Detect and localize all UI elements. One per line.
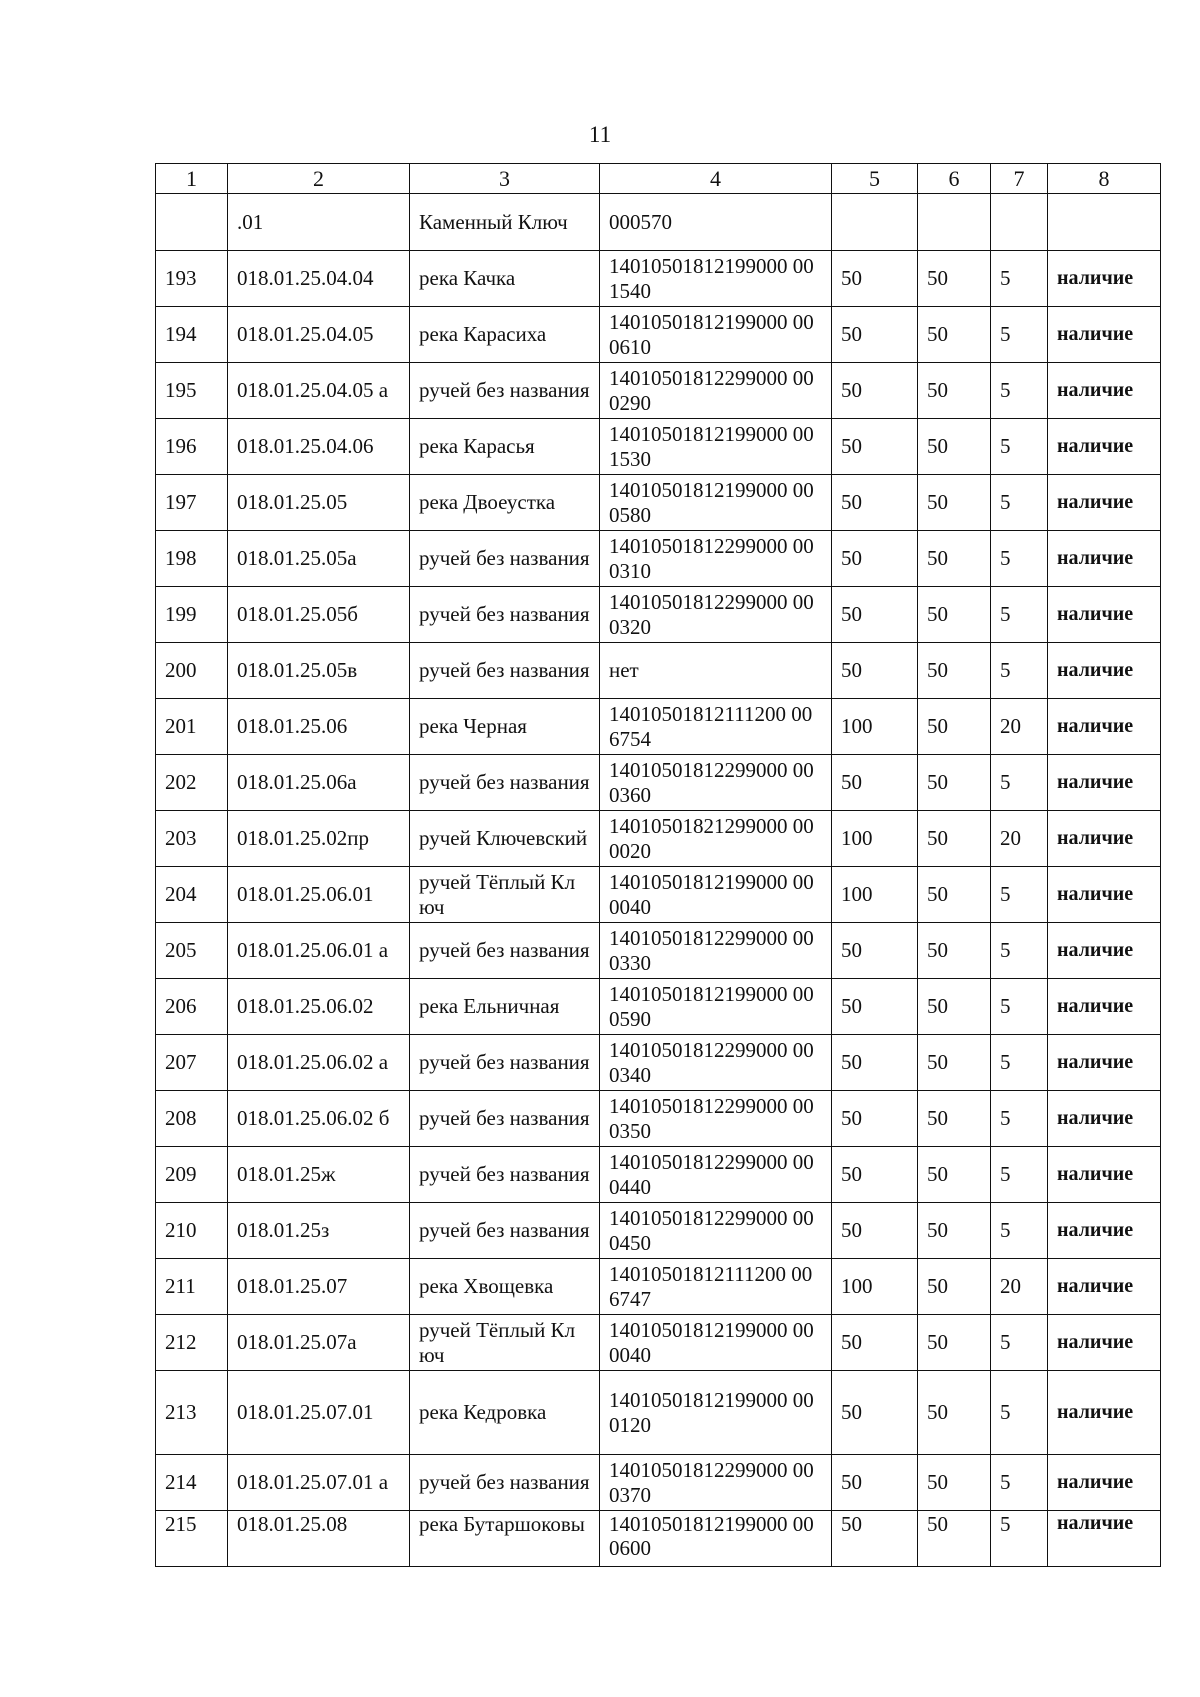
value6-cell: 50 <box>918 643 991 699</box>
code-cell: 018.01.25.07.01 <box>228 1371 410 1455</box>
row-number-cell: 212 <box>156 1315 228 1371</box>
status-cell: наличие <box>1048 1091 1161 1147</box>
value7-cell: 5 <box>991 867 1048 923</box>
status-cell: наличие <box>1048 867 1161 923</box>
value5-cell: 50 <box>832 643 918 699</box>
name-cell: ручей Ключевский <box>410 811 600 867</box>
code-cell: 018.01.25.06.02 <box>228 979 410 1035</box>
value5-cell: 50 <box>832 1091 918 1147</box>
name-cell: река Кедровка <box>410 1371 600 1455</box>
code-cell: 018.01.25.02пр <box>228 811 410 867</box>
code-cell: 018.01.25.04.05 <box>228 307 410 363</box>
value5-cell: 50 <box>832 251 918 307</box>
registry-code-cell: 14010501812299000 000370 <box>600 1455 832 1511</box>
registry-code-cell: 14010501812199000 000580 <box>600 475 832 531</box>
value5-cell: 50 <box>832 1147 918 1203</box>
code-cell: 018.01.25.06.02 б <box>228 1091 410 1147</box>
status-cell: наличие <box>1048 643 1161 699</box>
row-number-cell: 200 <box>156 643 228 699</box>
value7-cell: 20 <box>991 1259 1048 1315</box>
column-header: 6 <box>918 164 991 194</box>
value6-cell: 50 <box>918 1147 991 1203</box>
value5-cell: 100 <box>832 811 918 867</box>
code-cell: 018.01.25.04.06 <box>228 419 410 475</box>
value5-cell: 50 <box>832 307 918 363</box>
value7-cell: 5 <box>991 251 1048 307</box>
registry-code-cell: 14010501812299000 000450 <box>600 1203 832 1259</box>
value7-cell: 5 <box>991 1455 1048 1511</box>
table-row <box>156 1203 1161 1259</box>
status-cell: наличие <box>1048 1203 1161 1259</box>
name-cell: река Двоеустка <box>410 475 600 531</box>
name-cell: река Черная <box>410 699 600 755</box>
status-cell: наличие <box>1048 1455 1161 1511</box>
row-number-cell: 204 <box>156 867 228 923</box>
value6-cell: 50 <box>918 587 991 643</box>
value5-cell: 50 <box>832 475 918 531</box>
status-cell: наличие <box>1048 587 1161 643</box>
table-row <box>156 475 1161 531</box>
code-cell: 018.01.25ж <box>228 1147 410 1203</box>
value6-cell: 50 <box>918 1259 991 1315</box>
water-objects-table <box>155 163 1161 1567</box>
table-row <box>156 307 1161 363</box>
row-number-cell: 205 <box>156 923 228 979</box>
name-cell: река Бутаршоковы <box>410 1511 600 1567</box>
name-cell: река Качка <box>410 251 600 307</box>
registry-code-cell: 14010501812111200 006754 <box>600 699 832 755</box>
value5-cell: 50 <box>832 419 918 475</box>
name-cell: ручей Тёплый Ключ <box>410 867 600 923</box>
status-cell: наличие <box>1048 475 1161 531</box>
code-cell: 018.01.25.04.04 <box>228 251 410 307</box>
value6-cell: 50 <box>918 475 991 531</box>
table-row <box>156 363 1161 419</box>
table-row <box>156 251 1161 307</box>
value6-cell: 50 <box>918 531 991 587</box>
code-cell: 018.01.25.06 <box>228 699 410 755</box>
value7-cell: 5 <box>991 923 1048 979</box>
value7-cell: 5 <box>991 531 1048 587</box>
table-row <box>156 1315 1161 1371</box>
value6-cell: 50 <box>918 307 991 363</box>
name-cell: ручей без названия <box>410 923 600 979</box>
value6-cell: 50 <box>918 1035 991 1091</box>
column-header: 1 <box>156 164 228 194</box>
value6-cell: 50 <box>918 1203 991 1259</box>
column-header: 4 <box>600 164 832 194</box>
status-cell: наличие <box>1048 1035 1161 1091</box>
status-cell: наличие <box>1048 755 1161 811</box>
value6-cell: 50 <box>918 1511 991 1567</box>
row-number-cell: 206 <box>156 979 228 1035</box>
column-header: 3 <box>410 164 600 194</box>
value5-cell: 50 <box>832 1371 918 1455</box>
value5-cell <box>832 194 918 251</box>
value5-cell: 50 <box>832 1455 918 1511</box>
status-cell: наличие <box>1048 363 1161 419</box>
column-header: 5 <box>832 164 918 194</box>
value7-cell: 5 <box>991 1371 1048 1455</box>
column-header: 8 <box>1048 164 1161 194</box>
code-cell: 018.01.25.05 <box>228 475 410 531</box>
code-cell: 018.01.25з <box>228 1203 410 1259</box>
value5-cell: 50 <box>832 923 918 979</box>
name-cell: ручей без названия <box>410 531 600 587</box>
registry-code-cell: 14010501812199000 000040 <box>600 867 832 923</box>
row-number-cell: 197 <box>156 475 228 531</box>
column-header: 2 <box>228 164 410 194</box>
code-cell: .01 <box>228 194 410 251</box>
value7-cell: 5 <box>991 1147 1048 1203</box>
table-row <box>156 1371 1161 1455</box>
registry-code-cell: 14010501812299000 000440 <box>600 1147 832 1203</box>
value7-cell: 5 <box>991 1315 1048 1371</box>
registry-code-cell: нет <box>600 643 832 699</box>
code-cell: 018.01.25.05в <box>228 643 410 699</box>
header-row <box>156 164 1161 194</box>
value6-cell <box>918 194 991 251</box>
registry-code-cell: 14010501812299000 000330 <box>600 923 832 979</box>
registry-code-cell: 14010501812299000 000320 <box>600 587 832 643</box>
row-number-cell: 209 <box>156 1147 228 1203</box>
value5-cell: 100 <box>832 1259 918 1315</box>
value7-cell: 5 <box>991 1203 1048 1259</box>
registry-code-cell: 14010501821299000 000020 <box>600 811 832 867</box>
status-cell: наличие <box>1048 1315 1161 1371</box>
value6-cell: 50 <box>918 923 991 979</box>
table-row <box>156 979 1161 1035</box>
code-cell: 018.01.25.06а <box>228 755 410 811</box>
row-number-cell: 194 <box>156 307 228 363</box>
name-cell: ручей без названия <box>410 587 600 643</box>
value5-cell: 100 <box>832 867 918 923</box>
table-row <box>156 1147 1161 1203</box>
row-number-cell: 207 <box>156 1035 228 1091</box>
registry-code-cell: 14010501812299000 000310 <box>600 531 832 587</box>
registry-code-cell: 14010501812199000 000120 <box>600 1371 832 1455</box>
name-cell: ручей без названия <box>410 643 600 699</box>
code-cell: 018.01.25.04.05 а <box>228 363 410 419</box>
row-number-cell: 202 <box>156 755 228 811</box>
code-cell: 018.01.25.07.01 а <box>228 1455 410 1511</box>
value5-cell: 50 <box>832 1035 918 1091</box>
name-cell: река Карасиха <box>410 307 600 363</box>
registry-code-cell: 14010501812199000 000610 <box>600 307 832 363</box>
value7-cell: 5 <box>991 643 1048 699</box>
status-cell: наличие <box>1048 923 1161 979</box>
code-cell: 018.01.25.05б <box>228 587 410 643</box>
table-row <box>156 531 1161 587</box>
code-cell: 018.01.25.05а <box>228 531 410 587</box>
table-row <box>156 1455 1161 1511</box>
value5-cell: 50 <box>832 1203 918 1259</box>
registry-code-cell: 14010501812299000 000290 <box>600 363 832 419</box>
registry-code-cell: 14010501812199000 001540 <box>600 251 832 307</box>
registry-code-cell: 14010501812199000 000040 <box>600 1315 832 1371</box>
value7-cell: 20 <box>991 811 1048 867</box>
status-cell: наличие <box>1048 1371 1161 1455</box>
name-cell: ручей без названия <box>410 755 600 811</box>
registry-code-cell: 14010501812299000 000350 <box>600 1091 832 1147</box>
value6-cell: 50 <box>918 419 991 475</box>
table-row <box>156 811 1161 867</box>
row-number-cell: 211 <box>156 1259 228 1315</box>
value6-cell: 50 <box>918 755 991 811</box>
status-cell: наличие <box>1048 531 1161 587</box>
value5-cell: 50 <box>832 531 918 587</box>
status-cell: наличие <box>1048 1511 1161 1567</box>
status-cell: наличие <box>1048 307 1161 363</box>
status-cell: наличие <box>1048 811 1161 867</box>
row-number-cell: 199 <box>156 587 228 643</box>
value6-cell: 50 <box>918 1315 991 1371</box>
name-cell: ручей без названия <box>410 1147 600 1203</box>
code-cell: 018.01.25.06.02 а <box>228 1035 410 1091</box>
name-cell: Каменный Ключ <box>410 194 600 251</box>
value5-cell: 50 <box>832 1315 918 1371</box>
value6-cell: 50 <box>918 811 991 867</box>
table-row <box>156 867 1161 923</box>
value7-cell: 5 <box>991 1511 1048 1567</box>
registry-code-cell: 14010501812199000 000600 <box>600 1511 832 1567</box>
value7-cell: 5 <box>991 1035 1048 1091</box>
name-cell: ручей Тёплый Ключ <box>410 1315 600 1371</box>
table-row <box>156 587 1161 643</box>
value5-cell: 50 <box>832 1511 918 1567</box>
name-cell: ручей без названия <box>410 363 600 419</box>
status-cell: наличие <box>1048 699 1161 755</box>
row-number-cell: 213 <box>156 1371 228 1455</box>
code-cell: 018.01.25.08 <box>228 1511 410 1567</box>
code-cell: 018.01.25.06.01 а <box>228 923 410 979</box>
value6-cell: 50 <box>918 363 991 419</box>
column-header: 7 <box>991 164 1048 194</box>
value6-cell: 50 <box>918 1371 991 1455</box>
registry-code-cell: 14010501812299000 000360 <box>600 755 832 811</box>
status-cell: наличие <box>1048 1259 1161 1315</box>
value5-cell: 50 <box>832 363 918 419</box>
row-number-cell: 198 <box>156 531 228 587</box>
value7-cell: 5 <box>991 587 1048 643</box>
value6-cell: 50 <box>918 251 991 307</box>
row-number-cell: 196 <box>156 419 228 475</box>
table-row <box>156 923 1161 979</box>
code-cell: 018.01.25.07а <box>228 1315 410 1371</box>
status-cell: наличие <box>1048 979 1161 1035</box>
value7-cell: 5 <box>991 363 1048 419</box>
name-cell: река Хвощевка <box>410 1259 600 1315</box>
code-cell: 018.01.25.06.01 <box>228 867 410 923</box>
value6-cell: 50 <box>918 1455 991 1511</box>
table-row <box>156 419 1161 475</box>
name-cell: ручей без названия <box>410 1203 600 1259</box>
row-number-cell: 210 <box>156 1203 228 1259</box>
name-cell: река Карасья <box>410 419 600 475</box>
table-row <box>156 1511 1161 1567</box>
row-number-cell: 215 <box>156 1511 228 1567</box>
code-cell: 018.01.25.07 <box>228 1259 410 1315</box>
table-row <box>156 755 1161 811</box>
row-number-cell: 193 <box>156 251 228 307</box>
registry-code-cell: 14010501812199000 001530 <box>600 419 832 475</box>
table-row <box>156 1259 1161 1315</box>
page-number: 11 <box>588 122 612 147</box>
status-cell <box>1048 194 1161 251</box>
table-row <box>156 194 1161 251</box>
value7-cell: 5 <box>991 979 1048 1035</box>
table-row <box>156 1035 1161 1091</box>
row-number-cell: 208 <box>156 1091 228 1147</box>
table-row <box>156 699 1161 755</box>
value7-cell <box>991 194 1048 251</box>
row-number-cell: 203 <box>156 811 228 867</box>
status-cell: наличие <box>1048 251 1161 307</box>
row-number-cell: 201 <box>156 699 228 755</box>
registry-code-cell: 14010501812199000 000590 <box>600 979 832 1035</box>
table-row <box>156 1091 1161 1147</box>
row-number-cell <box>156 194 228 251</box>
value5-cell: 50 <box>832 587 918 643</box>
value5-cell: 100 <box>832 699 918 755</box>
row-number-cell: 195 <box>156 363 228 419</box>
status-cell: наличие <box>1048 1147 1161 1203</box>
table-row <box>156 643 1161 699</box>
registry-code-cell: 14010501812299000 000340 <box>600 1035 832 1091</box>
value7-cell: 5 <box>991 755 1048 811</box>
value7-cell: 5 <box>991 1091 1048 1147</box>
registry-code-cell: 14010501812111200 006747 <box>600 1259 832 1315</box>
value7-cell: 5 <box>991 419 1048 475</box>
row-number-cell: 214 <box>156 1455 228 1511</box>
value5-cell: 50 <box>832 979 918 1035</box>
value7-cell: 5 <box>991 307 1048 363</box>
status-cell: наличие <box>1048 419 1161 475</box>
value6-cell: 50 <box>918 1091 991 1147</box>
name-cell: ручей без названия <box>410 1091 600 1147</box>
value5-cell: 50 <box>832 755 918 811</box>
registry-code-cell: 000570 <box>600 194 832 251</box>
name-cell: река Ельничная <box>410 979 600 1035</box>
value6-cell: 50 <box>918 979 991 1035</box>
value6-cell: 50 <box>918 867 991 923</box>
value7-cell: 20 <box>991 699 1048 755</box>
value7-cell: 5 <box>991 475 1048 531</box>
value6-cell: 50 <box>918 699 991 755</box>
name-cell: ручей без названия <box>410 1455 600 1511</box>
name-cell: ручей без названия <box>410 1035 600 1091</box>
